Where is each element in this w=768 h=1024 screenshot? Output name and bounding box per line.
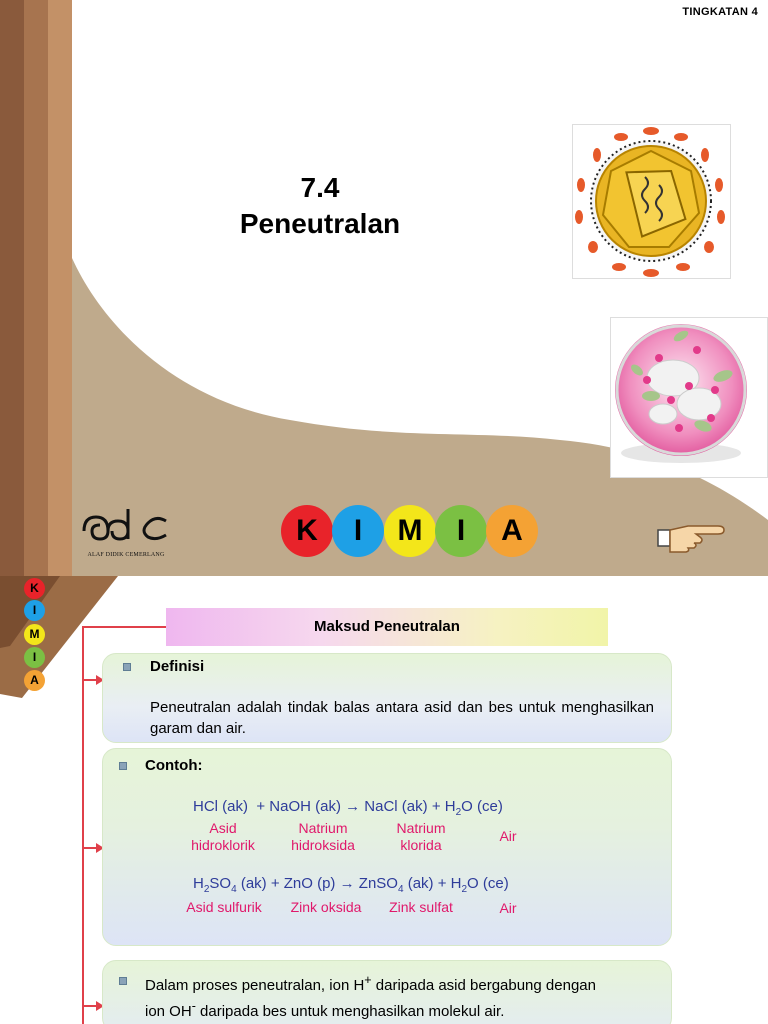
definition-text: Peneutralan adalah tindak balas antara asid dan bes untuk menghasilkan garam dan air. [150, 699, 654, 737]
eq1-hcl: HCl (ak) [193, 798, 248, 815]
equation-1 [193, 798, 503, 818]
process-text [145, 970, 661, 1022]
section-number: 7.4 [300, 172, 340, 203]
example-label: Contoh: [145, 757, 203, 774]
label-natrium-klorida: Natrium klorida [396, 820, 446, 853]
definition-panel [102, 653, 672, 743]
mini-kimia-i: I [24, 600, 45, 621]
mini-kimia-m: M [24, 624, 45, 645]
eq1-nacl: NaCl (ak) [364, 798, 428, 815]
label-air-2: Air [499, 900, 517, 916]
kimia-letter-i: I [332, 505, 384, 557]
connector-top [82, 626, 168, 628]
kimia-letter-a: A [486, 505, 538, 557]
label-natrium-hidroksida: Natrium hidroksida [291, 820, 355, 853]
eq1-o: O (ce) [461, 798, 503, 815]
kimia-letter-i2: I [435, 505, 487, 557]
example-panel [102, 748, 672, 946]
mini-kimia-i2: I [24, 647, 45, 668]
label-asid-sulfurik: Asid sulfurik [186, 899, 262, 915]
process-panel [102, 960, 672, 1024]
adc-logo [80, 505, 172, 557]
level-tag: TINGKATAN 4 [682, 6, 758, 18]
section-heading: Maksud Peneutralan [166, 608, 608, 646]
eq1-plus: + [431, 798, 441, 815]
bullet-icon [119, 977, 127, 985]
virus-illustration [572, 124, 731, 279]
section-title: Peneutralan [239, 208, 401, 239]
cell-illustration [610, 317, 768, 478]
logo-caption: ALAF DIDIK CEMERLANG [87, 552, 165, 558]
label-zink-sulfat: Zink sulfat [389, 899, 453, 915]
eq1-h: H [444, 798, 456, 815]
eq1-arrow: → [345, 798, 361, 815]
label-asid-hidroklorik: Asid hidroklorik [191, 820, 255, 853]
cover-title [200, 170, 440, 242]
mini-kimia-a: A [24, 670, 45, 691]
process-line-1: Dalam proses peneutralan, ion H+ daripada asid bergabung dengan [145, 973, 596, 994]
connector-vertical [82, 626, 84, 1024]
kimia-letter-m: M [384, 505, 436, 557]
eq2-arrow: → [339, 875, 355, 892]
kimia-logo [281, 505, 541, 557]
eq1-naoh: + NaOH (ak) [256, 798, 341, 815]
kimia-letter-k: K [281, 505, 333, 557]
process-line-2: ion OH- daripada bes untuk menghasilkan molekul air. [145, 999, 505, 1020]
label-air-1: Air [499, 828, 517, 844]
bullet-icon [119, 762, 127, 770]
eq1-sub-2: 2 [455, 807, 462, 818]
label-zink-oksida: Zink oksida [290, 899, 362, 915]
content-slide [0, 576, 768, 1024]
pointing-hand-icon[interactable] [656, 516, 726, 556]
definition-label: Definisi [150, 658, 205, 675]
equation-2: $H_2SO_4$ (ak) + ZnO (p) → ZnSO$_4$ $(ak) + H_2O$ (ce) [193, 875, 509, 895]
mini-kimia-k: K [24, 578, 45, 599]
bullet-icon [123, 663, 131, 671]
